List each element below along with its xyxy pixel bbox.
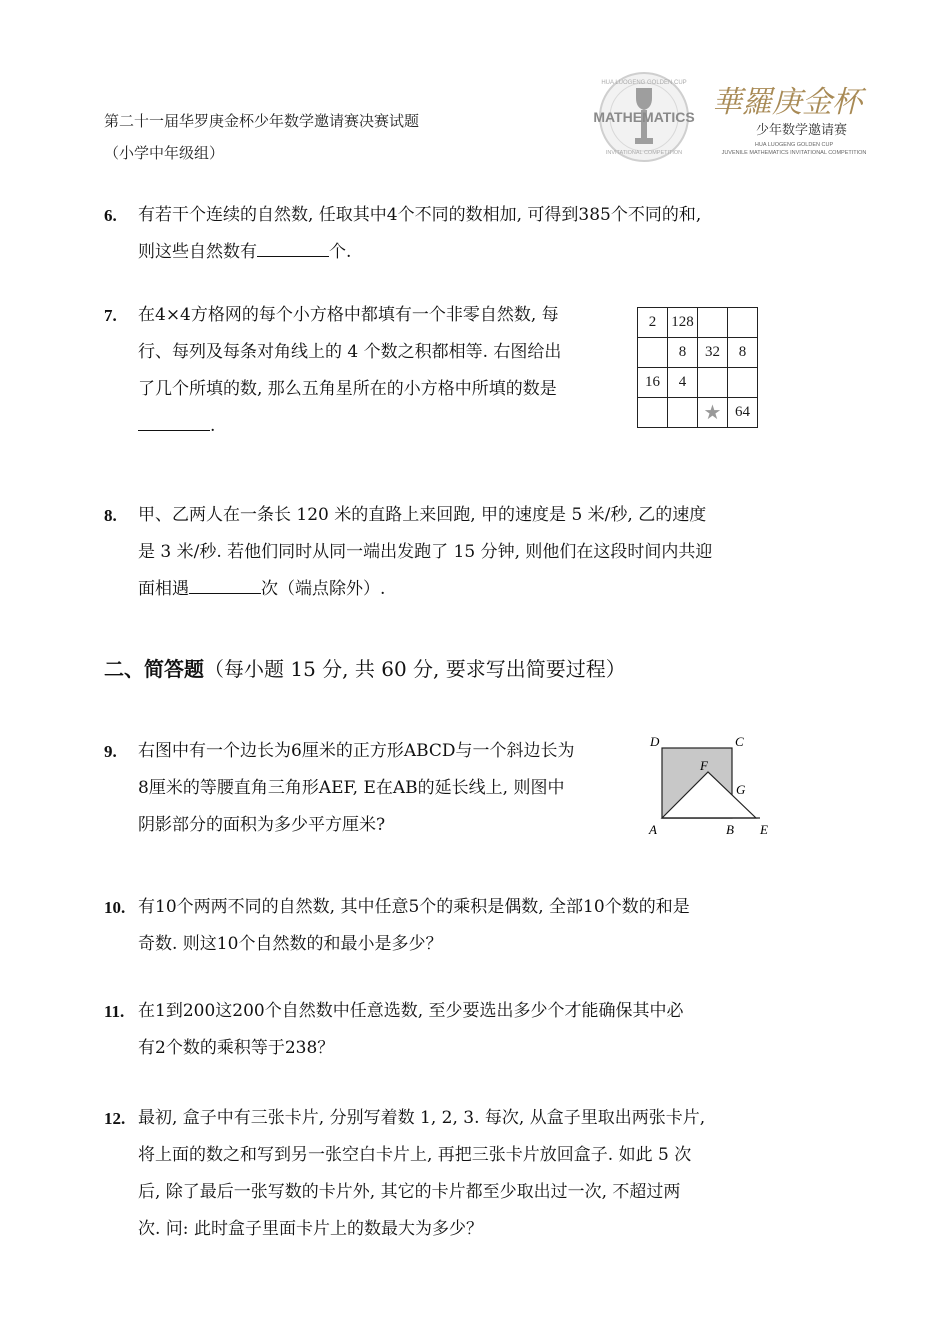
question-number: 7. xyxy=(104,306,117,325)
grid-cell xyxy=(698,308,728,338)
grid-cell xyxy=(638,338,668,368)
grid-row xyxy=(638,308,758,338)
question-number: 8. xyxy=(104,506,117,525)
answer-blank[interactable] xyxy=(138,416,210,431)
question-number: 6. xyxy=(104,206,117,225)
grid-cell: 64 xyxy=(728,398,758,428)
magic-grid-figure xyxy=(637,307,758,428)
badge-word: MATHEMATICS xyxy=(593,109,695,125)
question-6 xyxy=(104,197,804,271)
logo-calligraphy: 華羅庚金杯 xyxy=(712,85,862,120)
question-text: 右图中有一个边长为6厘米的正方形ABCD与一个斜边长为 xyxy=(138,741,575,761)
exam-group: （小学中年级组） xyxy=(104,144,225,162)
grid-cell xyxy=(668,398,698,428)
question-number: 9. xyxy=(104,742,117,761)
question-text: 有若干个连续的自然数, 任取其中4个不同的数相加, 可得到385个不同的和, xyxy=(138,205,702,225)
grid-cell: 128 xyxy=(668,308,698,338)
label-e: E xyxy=(760,822,768,837)
grid-row xyxy=(638,368,758,398)
question-text: 有10个两两不同的自然数, 其中任意5个的乘积是偶数, 全部10个数的和是 xyxy=(138,897,690,917)
question-text: 最初, 盒子中有三张卡片, 分别写着数 1, 2, 3. 每次, 从盒子里取出两张卡片, xyxy=(138,1108,706,1128)
grid-cell xyxy=(728,368,758,398)
question-text: . xyxy=(138,408,624,445)
answer-blank[interactable] xyxy=(189,579,261,594)
question-text: 行、每列及每条对角线上的 4 个数之积都相等. 右图给出 xyxy=(138,342,562,362)
logo-en-line1: HUA LUOGENG GOLDEN CUP xyxy=(754,142,834,148)
grid-cell: 2 xyxy=(638,308,668,338)
question-8 xyxy=(104,497,804,608)
label-c: C xyxy=(735,734,744,749)
question-text: 在4×4方格网的每个小方格中都填有一个非零自然数, 每 xyxy=(138,305,559,325)
question-number: 12. xyxy=(104,1109,126,1128)
question-text: 阴影部分的面积为多少平方厘米? xyxy=(138,815,386,835)
grid-cell: 8 xyxy=(668,338,698,368)
logo-graphic xyxy=(584,70,874,170)
question-9 xyxy=(104,733,624,844)
label-g: G xyxy=(736,782,746,797)
question-text: 是 3 米/秒. 若他们同时从同一端出发跑了 15 分钟, 则他们在这段时间内共迎 xyxy=(138,542,713,562)
star-icon: ★ xyxy=(698,398,728,428)
grid-cell: 8 xyxy=(728,338,758,368)
logo-en-line2: JUVENILE MATHEMATICS INVITATIONAL COMPETITION xyxy=(721,150,867,156)
question-text: 在1到200这200个自然数中任意选数, 至少要选出多少个才能确保其中必 xyxy=(138,1001,684,1021)
exam-title: 第二十一届华罗庚金杯少年数学邀请赛决赛试题 xyxy=(104,112,420,130)
question-text: 了几个所填的数, 那么五角星所在的小方格中所填的数是 xyxy=(138,379,557,399)
question-text: 后, 除了最后一张写数的卡片外, 其它的卡片都至少取出过一次, 不超过两 xyxy=(138,1182,681,1202)
grid-cell xyxy=(728,308,758,338)
logo-cn-subtitle: 少年数学邀请赛 xyxy=(756,123,848,138)
question-text: 8厘米的等腰直角三角形AEF, E在AB的延长线上, 则图中 xyxy=(138,778,565,798)
geometry-figure xyxy=(640,730,780,844)
question-text: 面相遇 次（端点除外）. xyxy=(138,579,386,599)
grid-cell xyxy=(698,368,728,398)
question-12 xyxy=(104,1100,804,1248)
question-number: 10. xyxy=(104,898,126,917)
competition-logo xyxy=(584,70,874,170)
section-heading xyxy=(104,653,626,682)
label-d: D xyxy=(650,734,660,749)
answer-blank[interactable] xyxy=(257,242,329,257)
question-11 xyxy=(104,993,804,1067)
question-text: 将上面的数之和写到另一张空白卡片上, 再把三张卡片放回盒子. 如此 5 次 xyxy=(138,1145,692,1165)
label-b: B xyxy=(726,822,734,837)
label-f: F xyxy=(700,758,708,773)
question-number: 11. xyxy=(104,1002,125,1021)
question-text: 甲、乙两人在一条长 120 米的直路上来回跑, 甲的速度是 5 米/秒, 乙的速度 xyxy=(138,505,707,525)
question-text: 则这些自然数有 个. xyxy=(138,242,352,262)
question-text: 次. 问: 此时盒子里面卡片上的数最大为多少？ xyxy=(138,1219,483,1239)
question-10 xyxy=(104,889,804,963)
grid-cell: 16 xyxy=(638,368,668,398)
section-note: （每小题 15 分, 共 60 分, 要求写出简要过程） xyxy=(204,657,626,681)
grid-cell xyxy=(638,398,668,428)
grid-cell: 4 xyxy=(668,368,698,398)
label-a: A xyxy=(649,822,657,837)
grid-cell: 32 xyxy=(698,338,728,368)
grid-row xyxy=(638,338,758,368)
section-title: 二、简答题 xyxy=(104,657,204,681)
badge-bottom-text: INVITATIONAL COMPETITION xyxy=(605,150,683,156)
grid-row xyxy=(638,398,758,428)
question-text: 奇数. 则这10个自然数的和最小是多少？ xyxy=(138,934,443,954)
badge-top-text: HUA LUOGENG GOLDEN CUP xyxy=(601,80,687,86)
question-7 xyxy=(104,297,624,445)
question-text: 有2个数的乘积等于238？ xyxy=(138,1038,335,1058)
